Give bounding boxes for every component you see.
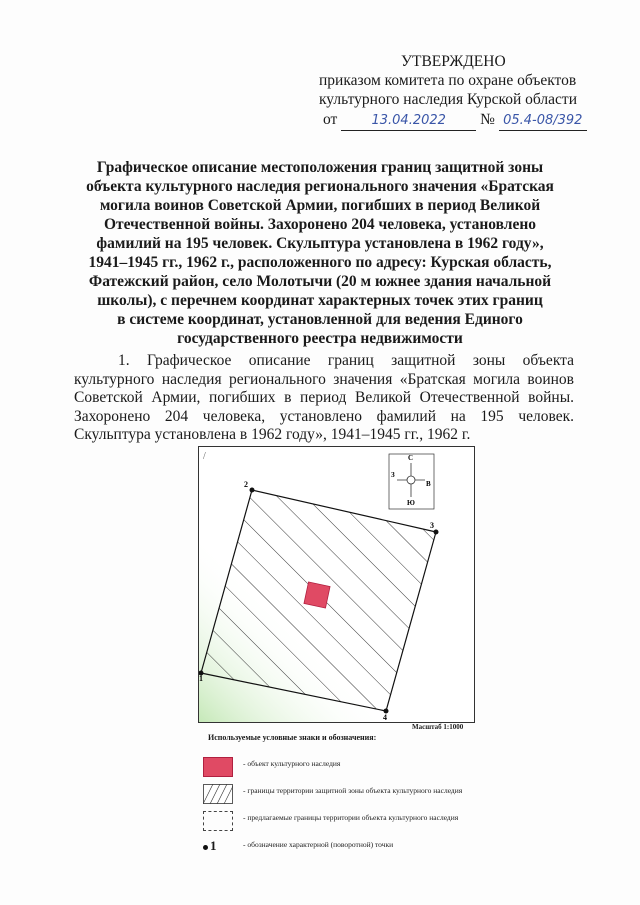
legend-text: - обозначение характерной (поворотной) точки bbox=[243, 840, 394, 849]
boundary-map bbox=[198, 446, 475, 723]
legend-point-label: 1 bbox=[210, 838, 217, 853]
approval-title: УТВЕРЖДЕНО bbox=[401, 53, 506, 70]
compass-rose bbox=[389, 454, 434, 509]
legend-text: - объект культурного наследия bbox=[243, 759, 341, 768]
compass-east: В bbox=[426, 480, 431, 488]
section-paragraph: 1. Графическое описание границ защитной зоны объекта культурного наследия регионального значения «Братская могила воинов Советской Армии, погибших в период Великой Отечественной войны. Захоронено 204 человека, установлено фамилий на 195 человек. Скульптура установлена в 1962 году», 1941–1945 гг., 1962 г. bbox=[74, 352, 574, 443]
heading-line: государственного реестра недвижимости bbox=[177, 330, 463, 347]
legend-title: Используемые условные знаки и обозначения: bbox=[208, 733, 377, 742]
compass-north: С bbox=[408, 454, 414, 462]
date-field bbox=[341, 110, 476, 131]
approval-line-1: приказом комитета по охране объектов bbox=[319, 72, 577, 89]
legend-point-symbol bbox=[203, 838, 217, 854]
heading-line: в системе координат, установленной для ведения Единого bbox=[117, 311, 523, 328]
map-scale: Масштаб 1:1000 bbox=[412, 723, 464, 731]
compass-center bbox=[407, 476, 415, 484]
heading-line: могила воинов Советской Армии, погибших в период Великой bbox=[99, 197, 541, 214]
document-heading bbox=[60, 158, 580, 348]
map-corner-mark: / bbox=[203, 451, 206, 462]
approval-date-line bbox=[323, 110, 587, 131]
point-dot-icon bbox=[203, 845, 208, 850]
number-prefix: № bbox=[480, 111, 495, 128]
compass-west: З bbox=[391, 471, 395, 479]
legend-swatch-heritage-object bbox=[203, 757, 233, 777]
heading-line: школы), с перечнем координат характерных точек этих границ bbox=[97, 292, 543, 309]
point-3-marker bbox=[434, 530, 439, 535]
heading-line: Отечественной войны. Захоронено 204 человека, установлено bbox=[103, 216, 537, 233]
legend-text: - границы территории защитной зоны объекта культурного наследия bbox=[243, 786, 463, 795]
approval-line-2: культурного наследия Курской области bbox=[319, 91, 577, 108]
legend-text: - предлагаемые границы территории объекта культурного наследия bbox=[243, 813, 459, 822]
handwritten-date: 13.04.2022 bbox=[371, 113, 446, 128]
handwritten-number: 05.4-08/392 bbox=[503, 113, 583, 128]
map-drawing bbox=[199, 447, 474, 722]
legend-swatch-proposed-boundary bbox=[203, 811, 233, 831]
heading-line: Графическое описание местоположения границ защитной зоны bbox=[96, 159, 544, 176]
legend-swatch-protection-zone bbox=[203, 784, 233, 804]
heading-line: Фатежский район, село Молотычи (20 м южнее здания начальной bbox=[88, 273, 552, 290]
point-2-label: 2 bbox=[244, 480, 248, 489]
heading-line: объекта культурного наследия регионального значения «Братская bbox=[86, 178, 554, 195]
heritage-object bbox=[304, 582, 330, 608]
number-field bbox=[499, 110, 587, 131]
point-3-label: 3 bbox=[430, 521, 434, 530]
compass-south: Ю bbox=[407, 499, 415, 507]
heading-line: 1941–1945 гг., 1962 г., расположенного по адресу: Курская область, bbox=[88, 254, 552, 271]
point-4-label: 4 bbox=[383, 713, 387, 722]
point-2-marker bbox=[250, 488, 255, 493]
point-1-label: 1 bbox=[199, 674, 203, 683]
heading-line: фамилий на 195 человек. Скульптура установлена в 1962 году», bbox=[96, 235, 544, 252]
date-prefix: от bbox=[323, 111, 338, 128]
